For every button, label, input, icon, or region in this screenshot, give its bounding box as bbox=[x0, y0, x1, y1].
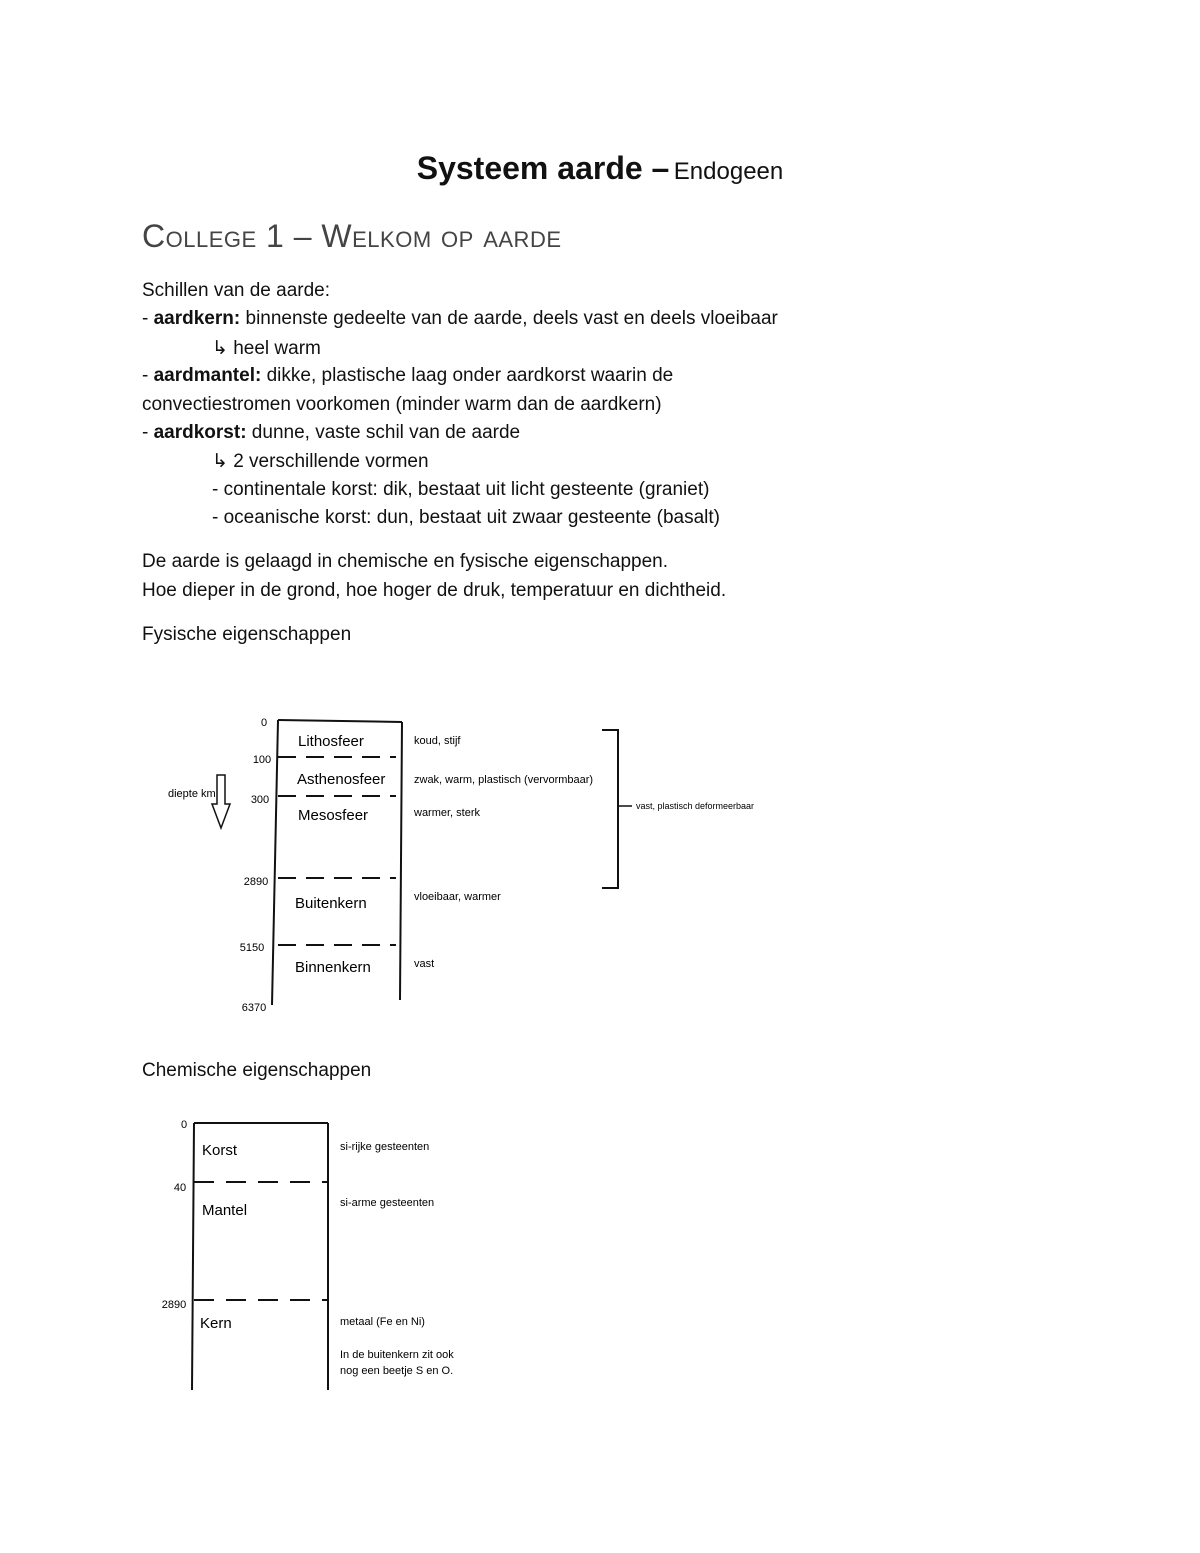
kern-text: binnenste gedeelte van de aarde, deels vast en deels vloeibaar bbox=[240, 308, 778, 329]
left-border bbox=[192, 1123, 194, 1390]
intro-text: Schillen van de aarde: bbox=[142, 280, 331, 301]
mantel-text: dikke, plastische laag onder aardkorst waarin de bbox=[261, 365, 674, 386]
depth-2890: 2890 bbox=[243, 876, 269, 888]
note-korst: si-rijke gesteenten bbox=[340, 1141, 430, 1153]
kern-sub: ↳ heel warm bbox=[212, 338, 321, 359]
layer-lithosfeer: Lithosfeer bbox=[298, 733, 364, 750]
section-heading: College 1 – Welkom op aarde bbox=[142, 218, 562, 254]
note-extra-2: nog een beetje S en O. bbox=[340, 1365, 454, 1377]
layer-buitenkern: Buitenkern bbox=[295, 895, 367, 912]
depth-300: 300 bbox=[250, 794, 270, 806]
bracket-note: vast, plastisch deformeerbaar bbox=[636, 801, 755, 811]
note-lithosfeer: koud, stijf bbox=[414, 735, 461, 747]
note-asthenosfeer: zwak, warm, plastisch (vervormbaar) bbox=[414, 774, 594, 786]
depth-0: 0 bbox=[260, 717, 268, 729]
note-binnenkern: vast bbox=[414, 958, 435, 970]
paragraph-1: De aarde is gelaagd in chemische en fysische eigenschappen. bbox=[142, 551, 668, 572]
depth-5150: 5150 bbox=[239, 942, 265, 954]
korst-sub: ↳ 2 verschillende vormen bbox=[212, 451, 429, 472]
kern-term: aardkern: bbox=[153, 308, 241, 329]
right-border bbox=[400, 722, 402, 1000]
physical-layers-diagram bbox=[150, 700, 790, 1030]
korst-line bbox=[142, 422, 520, 444]
chemical-layers-diagram bbox=[150, 1110, 510, 1400]
chemisch-heading: Chemische eigenschappen bbox=[142, 1060, 372, 1081]
bracket-shape bbox=[602, 730, 618, 888]
top-border bbox=[278, 720, 402, 722]
document-title bbox=[0, 150, 1200, 187]
layer-korst: Korst bbox=[202, 1142, 238, 1159]
mantel-term: aardmantel: bbox=[153, 365, 262, 386]
mantel-line bbox=[142, 365, 673, 387]
bullet: - bbox=[142, 308, 154, 329]
paragraph-2: Hoe dieper in de grond, hoe hoger de druk, temperatuur en dichtheid. bbox=[142, 580, 727, 601]
arrow-down-icon bbox=[212, 775, 230, 828]
layer-binnenkern: Binnenkern bbox=[295, 959, 371, 976]
note-mesosfeer: warmer, sterk bbox=[414, 807, 481, 819]
depth-6370: 6370 bbox=[241, 1002, 267, 1014]
mantel-cont: convectiestromen voorkomen (minder warm dan de aardkern) bbox=[142, 394, 662, 415]
korst-term: aardkorst: bbox=[153, 422, 247, 443]
fysisch-heading: Fysische eigenschappen bbox=[142, 624, 352, 645]
depth-40: 40 bbox=[173, 1182, 187, 1194]
oceanic-line: - oceanische korst: dun, bestaat uit zwaar gesteente (basalt) bbox=[212, 507, 720, 528]
korst-text: dunne, vaste schil van de aarde bbox=[246, 422, 521, 443]
title-sub: Endogeen bbox=[673, 158, 784, 185]
depth-100: 100 bbox=[252, 754, 272, 766]
note-mantel: si-arme gesteenten bbox=[340, 1197, 435, 1209]
layer-mantel: Mantel bbox=[202, 1202, 248, 1219]
layer-kern: Kern bbox=[200, 1315, 232, 1332]
bullet: - bbox=[142, 365, 154, 386]
title-main: Systeem aarde – bbox=[416, 150, 670, 186]
depth-axis-label: diepte km bbox=[168, 788, 216, 800]
note-buitenkern: vloeibaar, warmer bbox=[414, 891, 501, 903]
note-extra-1: In de buitenkern zit ook bbox=[340, 1349, 454, 1361]
layer-asthenosfeer: Asthenosfeer bbox=[297, 771, 386, 788]
depth-2890: 2890 bbox=[161, 1299, 187, 1311]
layer-mesosfeer: Mesosfeer bbox=[298, 807, 369, 824]
note-kern: metaal (Fe en Ni) bbox=[340, 1316, 425, 1328]
bullet: - bbox=[142, 422, 154, 443]
left-border bbox=[272, 720, 278, 1005]
kern-line bbox=[142, 308, 778, 330]
continental-line: - continentale korst: dik, bestaat uit licht gesteente (graniet) bbox=[212, 479, 710, 500]
depth-0: 0 bbox=[180, 1119, 188, 1131]
